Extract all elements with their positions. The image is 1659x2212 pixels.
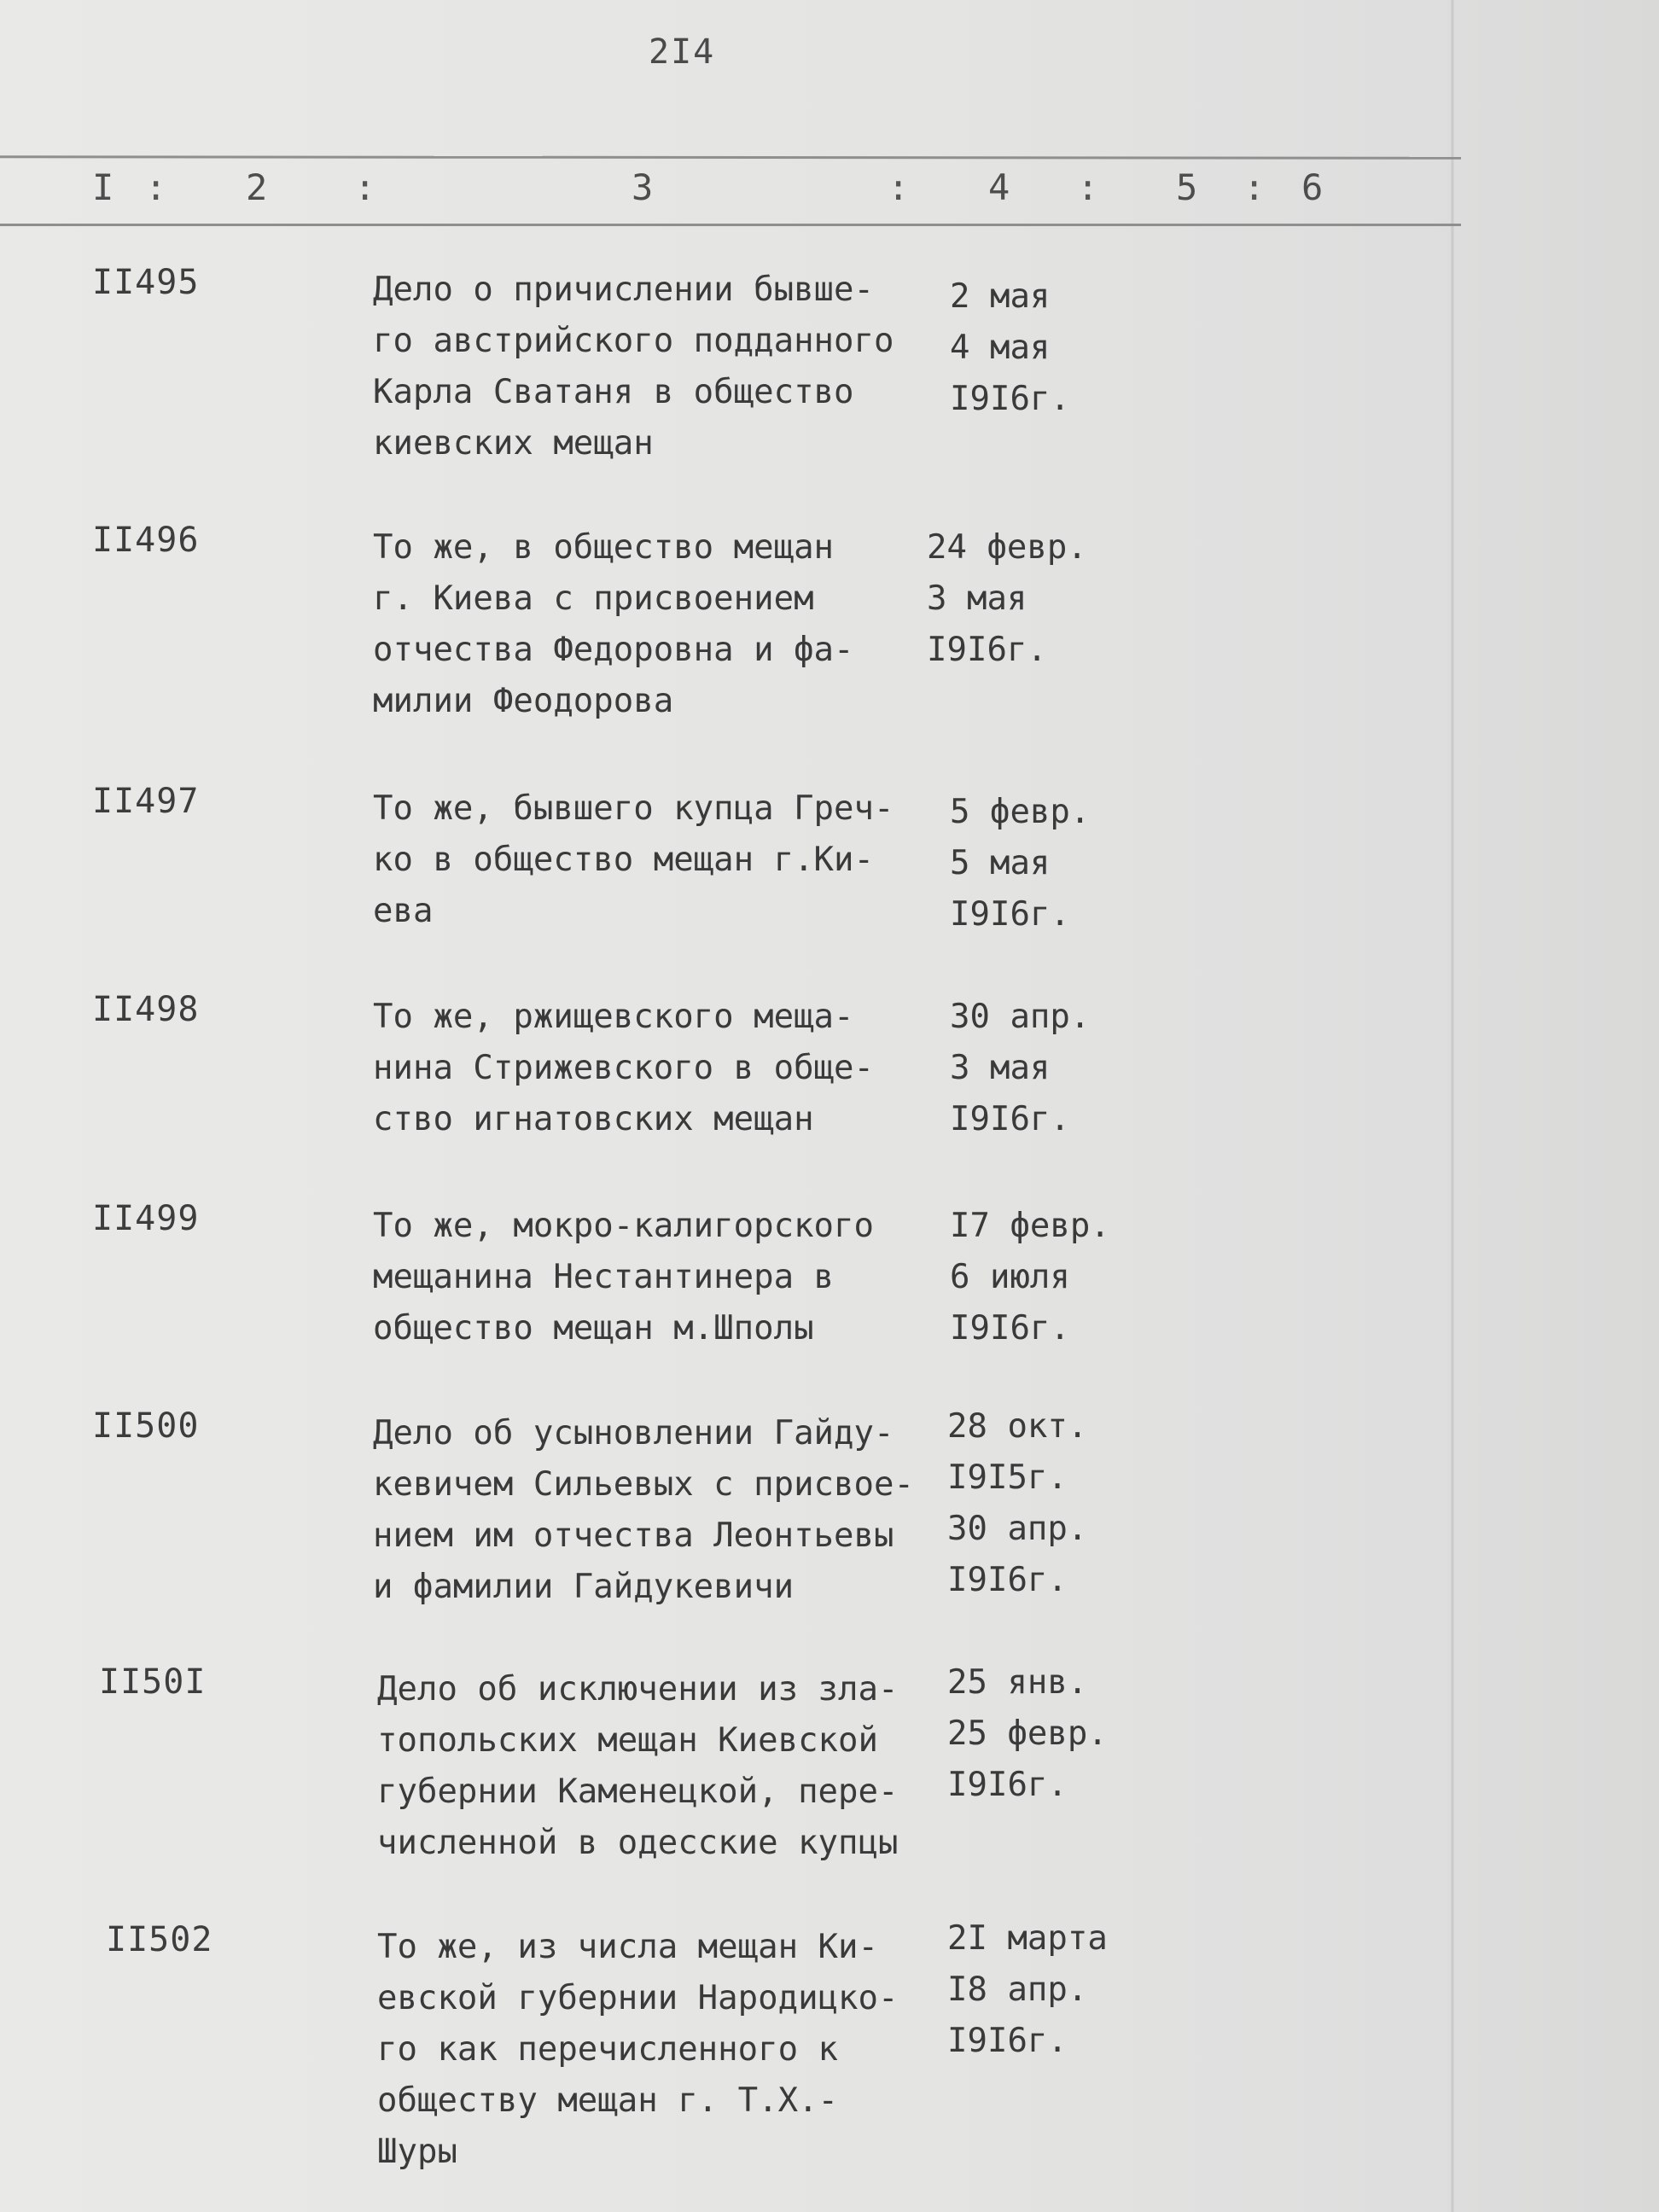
description-line: губернии Каменецкой, пере-: [377, 1773, 899, 1811]
record-number: II498: [92, 990, 200, 1029]
column-header-4: 4: [988, 166, 1010, 208]
date-line: I9I6г.: [950, 1309, 1070, 1348]
description-line: г. Киева с присвоением: [373, 579, 814, 618]
record-number: II499: [92, 1199, 200, 1238]
description-line: мещанина Нестантинера в: [373, 1258, 835, 1296]
record-description: [377, 1922, 958, 2178]
description-line: Дело о причислении бывше-: [373, 271, 874, 309]
date-line: 25 янв.: [947, 1663, 1088, 1702]
description-line: отчества Федоровна и фа-: [373, 631, 854, 669]
description-line: го как перечисленного к: [377, 2030, 839, 2069]
column-header-2: 2: [246, 166, 268, 208]
description-line: То же, бывшего купца Греч-: [373, 789, 894, 828]
date-line: I9I6г.: [927, 631, 1047, 669]
date-line: 4 мая: [950, 329, 1051, 367]
column-header-1: I: [92, 166, 114, 208]
description-line: То же, в общество мещан: [373, 528, 835, 567]
description-line: обществу мещан г. Т.Х.-: [377, 2081, 839, 2120]
date-line: 2I марта: [947, 1919, 1108, 1958]
description-line: То же, из числа мещан Ки-: [377, 1928, 878, 1966]
description-line: ева: [373, 892, 434, 930]
record-dates: [947, 1657, 1169, 1811]
record-description: [373, 783, 953, 937]
record-dates: [950, 992, 1172, 1145]
date-line: I9I6г.: [950, 1100, 1070, 1138]
page-edge-shadow: [1451, 0, 1454, 2212]
record-number: II497: [92, 782, 200, 821]
description-line: общество мещан м.Шполы: [373, 1309, 814, 1348]
record-dates: [950, 1201, 1172, 1354]
record-number: II496: [92, 521, 200, 560]
description-line: и фамилии Гайдукевичи: [373, 1568, 795, 1606]
date-line: 24 февр.: [927, 528, 1087, 567]
date-line: 6 июля: [950, 1258, 1070, 1296]
record-description: [373, 1201, 953, 1354]
record-dates: [950, 787, 1172, 940]
date-line: I9I6г.: [947, 1766, 1068, 1804]
description-line: го австрийского подданного: [373, 322, 894, 360]
record-number: II495: [92, 263, 200, 302]
column-header-5: 5: [1176, 166, 1198, 208]
date-line: 5 мая: [950, 844, 1051, 882]
date-line: 3 мая: [927, 579, 1027, 618]
description-line: То же, ржищевского меща-: [373, 998, 854, 1036]
description-line: милии Феодорова: [373, 682, 674, 720]
record-number: II50I: [99, 1662, 207, 1702]
record-description: [373, 522, 953, 727]
column-separator: :: [1243, 166, 1266, 208]
date-line: 30 апр.: [950, 998, 1091, 1036]
column-separator: :: [145, 166, 167, 208]
record-description: [373, 1408, 953, 1613]
record-description: [377, 1664, 958, 1869]
date-line: 30 апр.: [947, 1510, 1088, 1548]
date-line: I9I6г.: [950, 380, 1070, 418]
description-line: Дело об исключении из зла-: [377, 1670, 899, 1708]
date-line: I9I6г.: [950, 895, 1070, 934]
description-line: Шуры: [377, 2133, 457, 2171]
record-description: [373, 992, 953, 1145]
record-dates: [947, 1401, 1169, 1606]
date-line: 25 февр.: [947, 1714, 1108, 1753]
date-line: I7 февр.: [950, 1207, 1110, 1245]
description-line: кевичем Сильевых с присвое-: [373, 1465, 914, 1504]
date-line: I8 апр.: [947, 1970, 1088, 2009]
header-rule-top: [0, 155, 1461, 159]
date-line: 2 мая: [950, 277, 1051, 316]
description-line: нием им отчества Леонтьевы: [373, 1516, 894, 1555]
date-line: 5 февр.: [950, 793, 1091, 831]
column-header-6: 6: [1301, 166, 1324, 208]
description-line: евской губернии Народицко-: [377, 1979, 899, 2017]
description-line: ство игнатовских мещан: [373, 1100, 814, 1138]
description-line: топольских мещан Киевской: [377, 1721, 878, 1760]
description-line: Дело об усыновлении Гайду-: [373, 1414, 894, 1452]
column-separator: :: [354, 166, 376, 208]
date-line: 3 мая: [950, 1049, 1051, 1087]
description-line: численной в одесские купцы: [377, 1824, 899, 1862]
record-description: [373, 265, 953, 469]
date-line: I9I5г.: [947, 1458, 1068, 1497]
date-line: I9I6г.: [947, 1561, 1068, 1599]
record-dates: [927, 522, 1149, 676]
date-line: 28 окт.: [947, 1407, 1088, 1446]
column-header-3: 3: [632, 166, 654, 208]
record-dates: [947, 1913, 1169, 2067]
record-number: II500: [92, 1406, 200, 1446]
column-separator: :: [1077, 166, 1099, 208]
description-line: Карла Сватаня в общество: [373, 373, 854, 411]
description-line: То же, мокро-калигорского: [373, 1207, 874, 1245]
description-line: нина Стрижевского в обще-: [373, 1049, 874, 1087]
record-dates: [950, 271, 1172, 425]
description-line: киевских мещан: [373, 424, 654, 463]
page-number: 2I4: [649, 32, 716, 72]
header-rule-bottom: [0, 224, 1461, 226]
date-line: I9I6г.: [947, 2022, 1068, 2060]
description-line: ко в общество мещан г.Ки-: [373, 841, 874, 879]
column-separator: :: [888, 166, 910, 208]
record-number: II502: [106, 1920, 213, 1959]
